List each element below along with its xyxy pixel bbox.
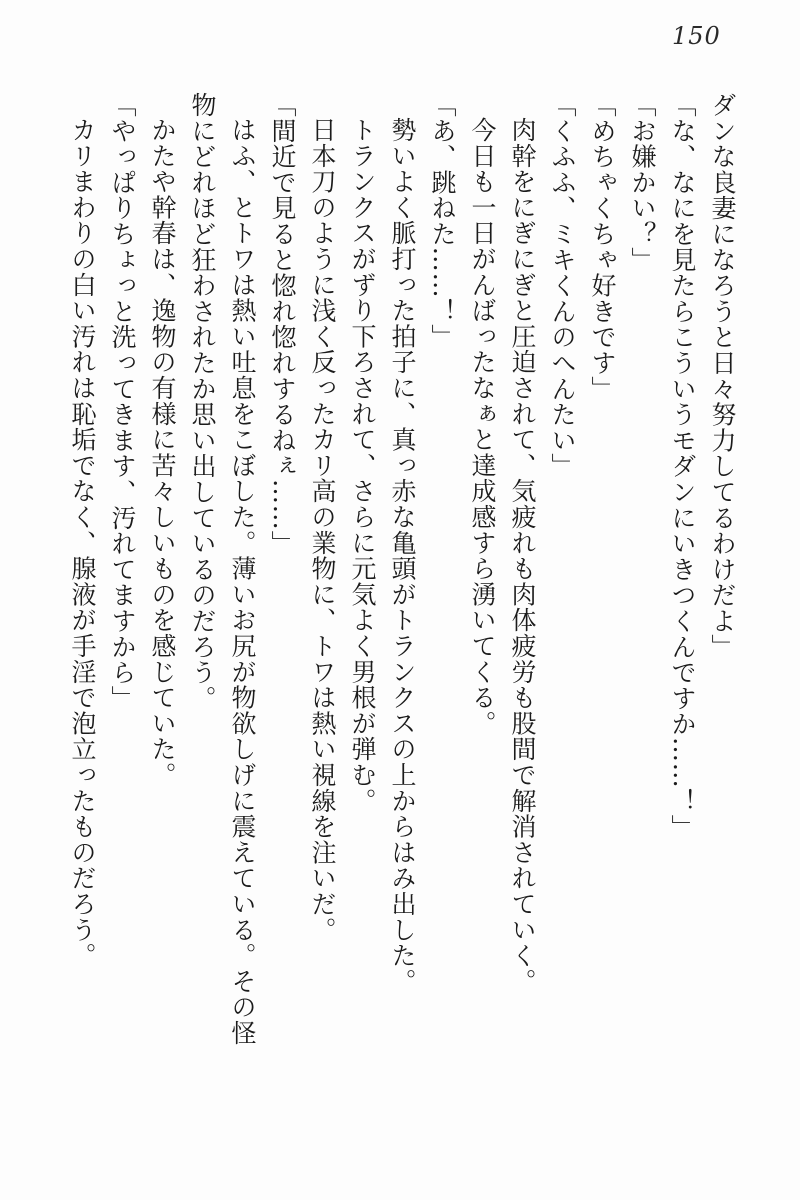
paragraph: 「お嫌かい？」 — [628, 92, 657, 273]
paragraph: 肉幹をにぎにぎと圧迫されて、気疲れも肉体疲労も股間で解消されていく。 — [508, 117, 537, 995]
paragraph: 日本刀のように浅く反ったカリ高の業物に、トワは熱い視線を注いだ。 — [308, 117, 337, 943]
paragraph: 「やっぱりちょっと洗ってきます、汚れてますから」 — [108, 92, 137, 712]
paragraph: 「めちゃくちゃ好きです」 — [588, 92, 617, 402]
paragraph: はふ、とトワは熱い吐息をこぼした。薄いお尻が物欲しげに震えている。その怪物にどれほど狂わされたか思い出しているのだろう。 — [188, 92, 257, 1046]
paragraph: 「あ、跳ねた……！」 — [428, 92, 457, 350]
paragraph: カリまわりの白い汚れは恥垢でなく、腺液が手淫で泡立ったものだろう。 — [68, 117, 97, 969]
paragraph: 勢いよく脈打った拍子に、真っ赤な亀頭がトランクスの上からはみ出した。 — [388, 117, 417, 995]
paragraph: トランクスがずり下ろされて、さらに元気よく男根が弾む。 — [348, 117, 377, 814]
paragraph: ダンな良妻になろうと日々努力してるわけだよ」 — [708, 92, 737, 660]
page-number: 150 — [672, 22, 721, 50]
paragraph: 「な、なにを見たらこういうモダンにいきつくんですか……！」 — [668, 92, 697, 841]
paragraph: 今日も一日がんばったなぁと達成感すら湧いてくる。 — [468, 117, 497, 737]
paragraph: 「間近で見ると惚れ惚れするねぇ……」 — [268, 92, 297, 557]
text-block — [62, 92, 742, 1057]
paragraph: かたや幹春は、逸物の有様に苦々しいものを感じていた。 — [148, 117, 177, 788]
paragraph: 「くふふ、ミキくんのへんたい」 — [548, 92, 577, 479]
